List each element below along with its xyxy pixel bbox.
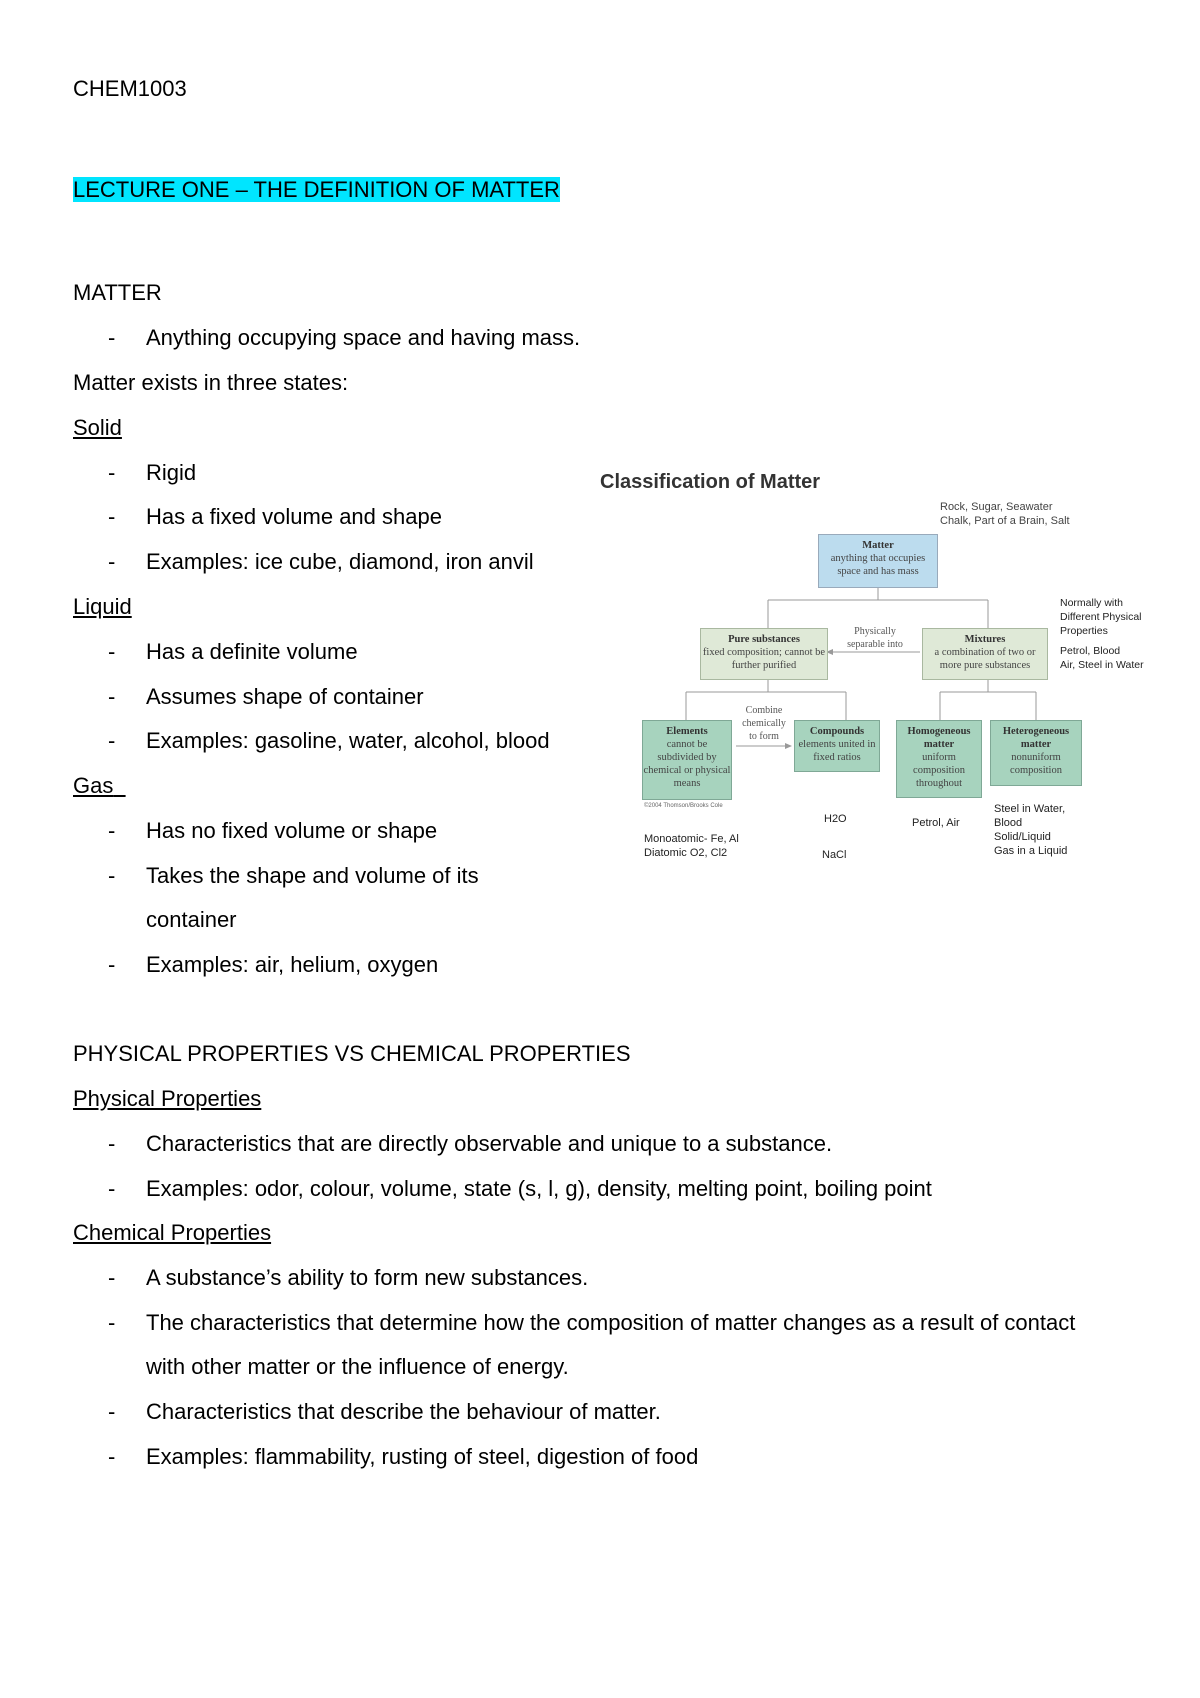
- solid-item: Examples: ice cube, diamond, iron anvil: [146, 549, 534, 574]
- bullet: -: [108, 1399, 116, 1424]
- physical-properties-heading: Physical Properties: [73, 1086, 262, 1111]
- heterogeneous-examples: Steel in Water, Blood Solid/Liquid Gas in a Liquid: [994, 803, 1068, 857]
- diagram-connectors: [600, 470, 1180, 890]
- bullet: -: [108, 639, 116, 664]
- physical-item: Examples: odor, colour, volume, state (s, l, g), density, melting point, boiling point: [146, 1176, 932, 1201]
- liquid-item: Examples: gasoline, water, alcohol, blood: [146, 728, 550, 753]
- matter-definition: Anything occupying space and having mass.: [146, 325, 581, 350]
- solid-item: Has a fixed volume and shape: [146, 504, 442, 529]
- bullet: -: [108, 1310, 116, 1335]
- elements-title: Elements: [666, 726, 708, 737]
- mixtures-desc: a combination of two or more pure substances: [934, 647, 1036, 671]
- mixtures-examples: Petrol, Blood Air, Steel in Water: [1060, 645, 1144, 671]
- physical-item: Characteristics that are directly observable and unique to a substance.: [146, 1131, 833, 1156]
- bullet: -: [108, 952, 116, 977]
- bullet: -: [108, 549, 116, 574]
- pure-substances-box: [700, 628, 828, 680]
- gas-item: Has no fixed volume or shape: [146, 818, 438, 843]
- pure-substances-desc: fixed composition; cannot be further purified: [702, 647, 826, 671]
- homogeneous-examples: Petrol, Air: [912, 817, 960, 829]
- liquid-heading: Liquid: [73, 594, 132, 619]
- bullet: -: [108, 818, 116, 843]
- solid-heading: Solid: [73, 415, 122, 440]
- compounds-title: Compounds: [809, 726, 865, 737]
- diagram-title: Classification of Matter: [600, 471, 821, 493]
- classification-diagram: [600, 470, 1180, 890]
- element-examples: Monoatomic- Fe, Al Diatomic O2, Cl2: [644, 833, 739, 859]
- elements-box: [642, 720, 732, 800]
- gas-item: Examples: air, helium, oxygen: [146, 952, 439, 977]
- matter-box-title: Matter: [862, 540, 894, 551]
- lecture-title-text: LECTURE ONE – THE DEFINITION OF MATTER: [73, 177, 560, 202]
- properties-heading: PHYSICAL PROPERTIES VS CHEMICAL PROPERTIES: [73, 1041, 631, 1066]
- copyright-note: ©2004 Thomson/Brooks Cole: [644, 803, 723, 809]
- course-code: CHEM1003: [73, 76, 187, 101]
- combine-label: Combine chemically to form: [742, 705, 786, 742]
- chemical-item: Examples: flammability, rusting of steel, digestion of food: [146, 1444, 699, 1469]
- heterogeneous-box: [990, 720, 1082, 786]
- matter-heading: MATTER: [73, 280, 162, 305]
- bullet: -: [108, 1444, 116, 1469]
- bullet: -: [108, 460, 116, 485]
- chemical-item: The characteristics that determine how the composition of matter changes as a result of contact: [146, 1310, 1076, 1335]
- homogeneous-desc: uniform composition throughout: [913, 752, 965, 789]
- matter-examples: Rock, Sugar, Seawater Chalk, Part of a Brain, Salt: [940, 501, 1070, 527]
- chemical-item: A substance’s ability to form new substances.: [146, 1265, 589, 1290]
- bullet: -: [108, 1176, 116, 1201]
- bullet: -: [108, 325, 116, 350]
- liquid-item: Has a definite volume: [146, 639, 358, 664]
- compounds-box: [794, 720, 880, 772]
- pure-substances-title: Pure substances: [728, 634, 800, 645]
- gas-heading: [73, 773, 126, 799]
- bullet: -: [108, 863, 116, 888]
- matter-box: [818, 534, 938, 588]
- bullet: -: [108, 728, 116, 753]
- lecture-title: [73, 177, 560, 203]
- chemical-item: with other matter or the influence of energy.: [146, 1354, 569, 1379]
- liquid-item: Assumes shape of container: [146, 684, 424, 709]
- bullet: -: [108, 1265, 116, 1290]
- bullet: -: [108, 1131, 116, 1156]
- mixtures-box: [922, 628, 1048, 680]
- compound-example-water: H2O: [824, 813, 847, 825]
- mixtures-note: Normally with Different Physical Properties: [1060, 597, 1142, 637]
- bullet: -: [108, 684, 116, 709]
- separable-label: Physically separable into: [847, 626, 903, 650]
- states-intro: Matter exists in three states:: [73, 370, 349, 395]
- chemical-properties-heading: Chemical Properties: [73, 1220, 272, 1245]
- homogeneous-title: Homogeneous matter: [907, 726, 971, 750]
- matter-box-desc: anything that occupies space and has mass: [830, 553, 926, 577]
- chemical-item: Characteristics that describe the behaviour of matter.: [146, 1399, 661, 1424]
- elements-desc: cannot be subdivided by chemical or physical means: [643, 739, 731, 789]
- gas-item: container: [146, 907, 237, 932]
- solid-item: Rigid: [146, 460, 197, 485]
- mixtures-title: Mixtures: [964, 634, 1006, 645]
- heterogeneous-desc: nonuniform composition: [1010, 752, 1062, 776]
- compound-example-salt: NaCl: [822, 849, 847, 861]
- gas-item: Takes the shape and volume of its: [146, 863, 479, 888]
- compounds-desc: elements united in fixed ratios: [798, 739, 876, 763]
- heterogeneous-title: Heterogeneous matter: [1002, 726, 1070, 750]
- gas-heading-text: Gas: [73, 773, 114, 798]
- homogeneous-box: [896, 720, 982, 798]
- bullet: -: [108, 504, 116, 529]
